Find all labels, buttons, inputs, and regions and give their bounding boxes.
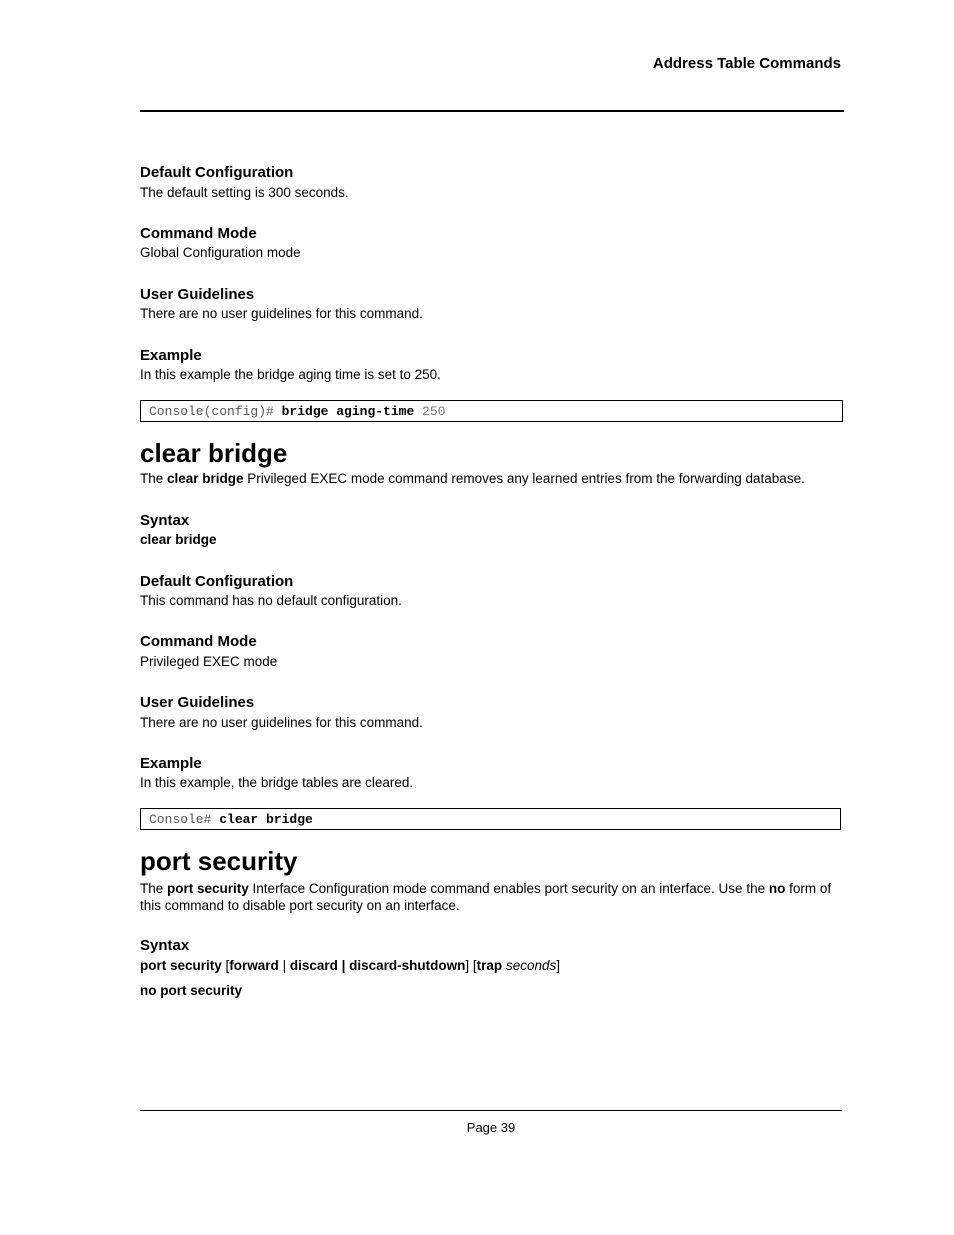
code-argument: 250 [414, 404, 446, 419]
section-title-clear-bridge: clear bridge [140, 438, 288, 468]
code-example-aging-time [140, 400, 843, 422]
page-number: Page 39 [466, 1120, 516, 1135]
code-command: bridge aging-time [281, 404, 415, 419]
command-mode-heading: Command Mode [140, 633, 257, 650]
example-text: In this example the bridge aging time is set to 250. [140, 367, 441, 382]
syntax-bracket: [ [221, 958, 230, 973]
intro-keyword-no: no [768, 881, 786, 896]
port-security-intro [140, 880, 842, 914]
code-example-clear-bridge [140, 808, 841, 830]
intro-command-name: clear bridge [167, 471, 244, 486]
intro-text: The [140, 471, 168, 486]
header-rule [140, 110, 844, 112]
code-command: clear bridge [219, 812, 313, 827]
section-title-port-security: port security [140, 846, 298, 876]
default-configuration-heading: Default Configuration [140, 573, 294, 590]
command-mode-heading: Command Mode [140, 225, 257, 242]
syntax-separator: | [278, 958, 290, 973]
syntax-option: discard | discard-shutdown [289, 958, 466, 973]
command-mode-text: Global Configuration mode [140, 245, 301, 260]
intro-text: Privileged EXEC mode command removes any learned entries from the forwarding database. [243, 471, 805, 486]
syntax-heading: Syntax [140, 937, 190, 954]
syntax-text: clear bridge [140, 532, 217, 547]
syntax-option: forward [229, 958, 279, 973]
syntax-bracket: ] [ [465, 958, 477, 973]
user-guidelines-heading: User Guidelines [140, 694, 255, 711]
running-header-title: Address Table Commands [652, 55, 841, 72]
code-prompt: Console(config)# [149, 404, 282, 419]
user-guidelines-text: There are no user guidelines for this command. [140, 306, 423, 321]
intro-text: Interface Configuration mode command enables port security on an interface. Use the [248, 881, 769, 896]
example-heading: Example [140, 347, 202, 364]
syntax-keyword: port security [140, 958, 222, 973]
code-prompt: Console# [149, 812, 220, 827]
syntax-parameter: seconds [505, 958, 557, 973]
default-configuration-text: This command has no default configuration. [140, 593, 402, 608]
default-configuration-heading: Default Configuration [140, 164, 294, 181]
syntax-line [140, 958, 560, 973]
user-guidelines-text: There are no user guidelines for this command. [140, 715, 423, 730]
syntax-no-form: no port security [140, 983, 243, 998]
example-text: In this example, the bridge tables are cleared. [140, 775, 414, 790]
syntax-heading: Syntax [140, 512, 190, 529]
intro-text: form of this command to disable port security on an interface. [140, 881, 832, 913]
example-heading: Example [140, 755, 202, 772]
intro-command-name: port security [167, 881, 249, 896]
syntax-option: trap [476, 958, 503, 973]
user-guidelines-heading: User Guidelines [140, 286, 255, 303]
clear-bridge-intro [140, 471, 805, 486]
intro-text: The [140, 881, 168, 896]
default-configuration-text: The default setting is 300 seconds. [140, 185, 349, 200]
command-mode-text: Privileged EXEC mode [140, 654, 278, 669]
syntax-bracket: ] [556, 958, 560, 973]
footer-rule [140, 1110, 842, 1111]
